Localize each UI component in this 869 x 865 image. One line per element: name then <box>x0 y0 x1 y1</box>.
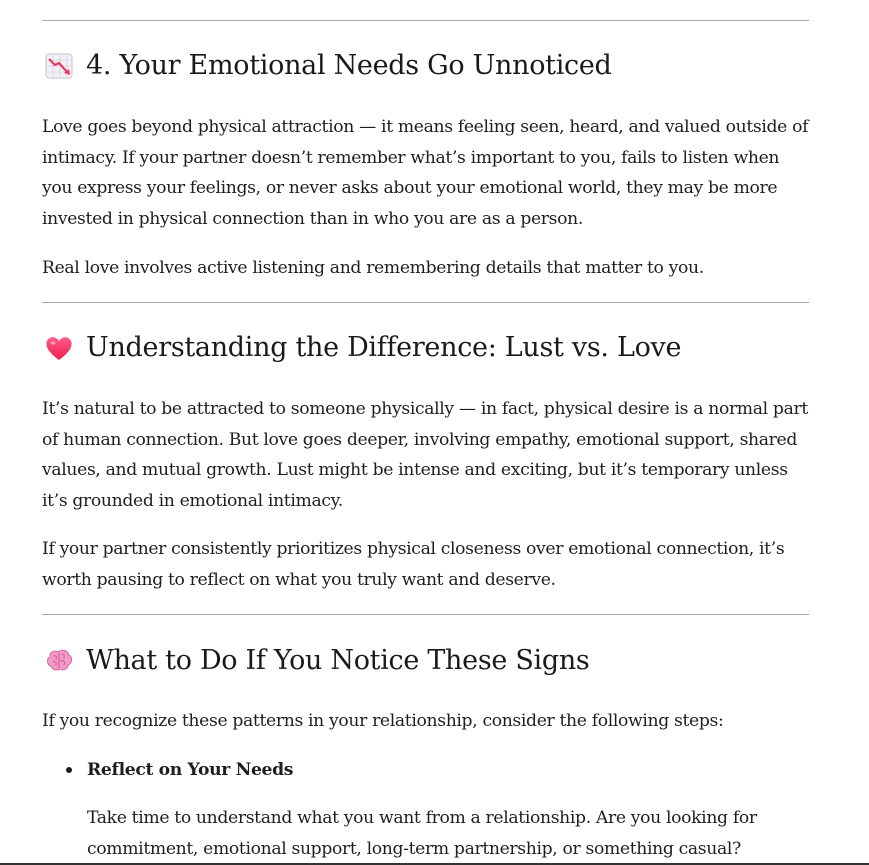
section-divider <box>42 614 809 615</box>
bullet-dot <box>66 767 72 773</box>
list-item-title: Reflect on Your Needs <box>87 760 294 780</box>
section-heading-lust-vs-love <box>44 332 681 363</box>
paragraph: If you recognize these patterns in your relationship, consider the following steps: <box>42 711 724 731</box>
list-item <box>66 755 293 785</box>
section-divider <box>42 20 809 21</box>
paragraph: It’s natural to be attracted to someone physically — in fact, physical desire is a normal part of human connection. But love goes deeper, involving empathy, emotional support, shared values, and mutual growth. Lust might be intense and exciting, but it’s temporary unless it’s grounded in emotional intimacy. <box>42 399 808 512</box>
section-heading-what-to-do <box>44 645 590 676</box>
list-item-text: Take time to understand what you want from a relationship. Are you looking for commitment, emotional support, long-term partnership, or something casual? <box>87 808 757 859</box>
brain-icon <box>44 646 74 676</box>
chart-decreasing-icon <box>44 51 74 81</box>
heart-icon <box>44 333 74 363</box>
section-divider <box>42 302 809 303</box>
paragraph: Love goes beyond physical attraction — it means feeling seen, heard, and valued outside of intimacy. If your partner doesn’t remember what’s important to you, fails to listen when you express your feelings, or never asks about your emotional world, they may be more invested in physical connection than in who you are as a person. <box>42 117 809 230</box>
section-heading-text: What to Do If You Notice These Signs <box>86 645 590 676</box>
section-heading-text: 4. Your Emotional Needs Go Unnoticed <box>86 50 612 81</box>
section-heading-text: Understanding the Difference: Lust vs. Love <box>86 332 682 363</box>
paragraph: If your partner consistently prioritizes physical closeness over emotional connection, it’s worth pausing to reflect on what you truly want and deserve. <box>42 539 785 590</box>
paragraph: Real love involves active listening and remembering details that matter to you. <box>42 258 704 278</box>
section-heading-emotional-needs <box>44 50 612 81</box>
